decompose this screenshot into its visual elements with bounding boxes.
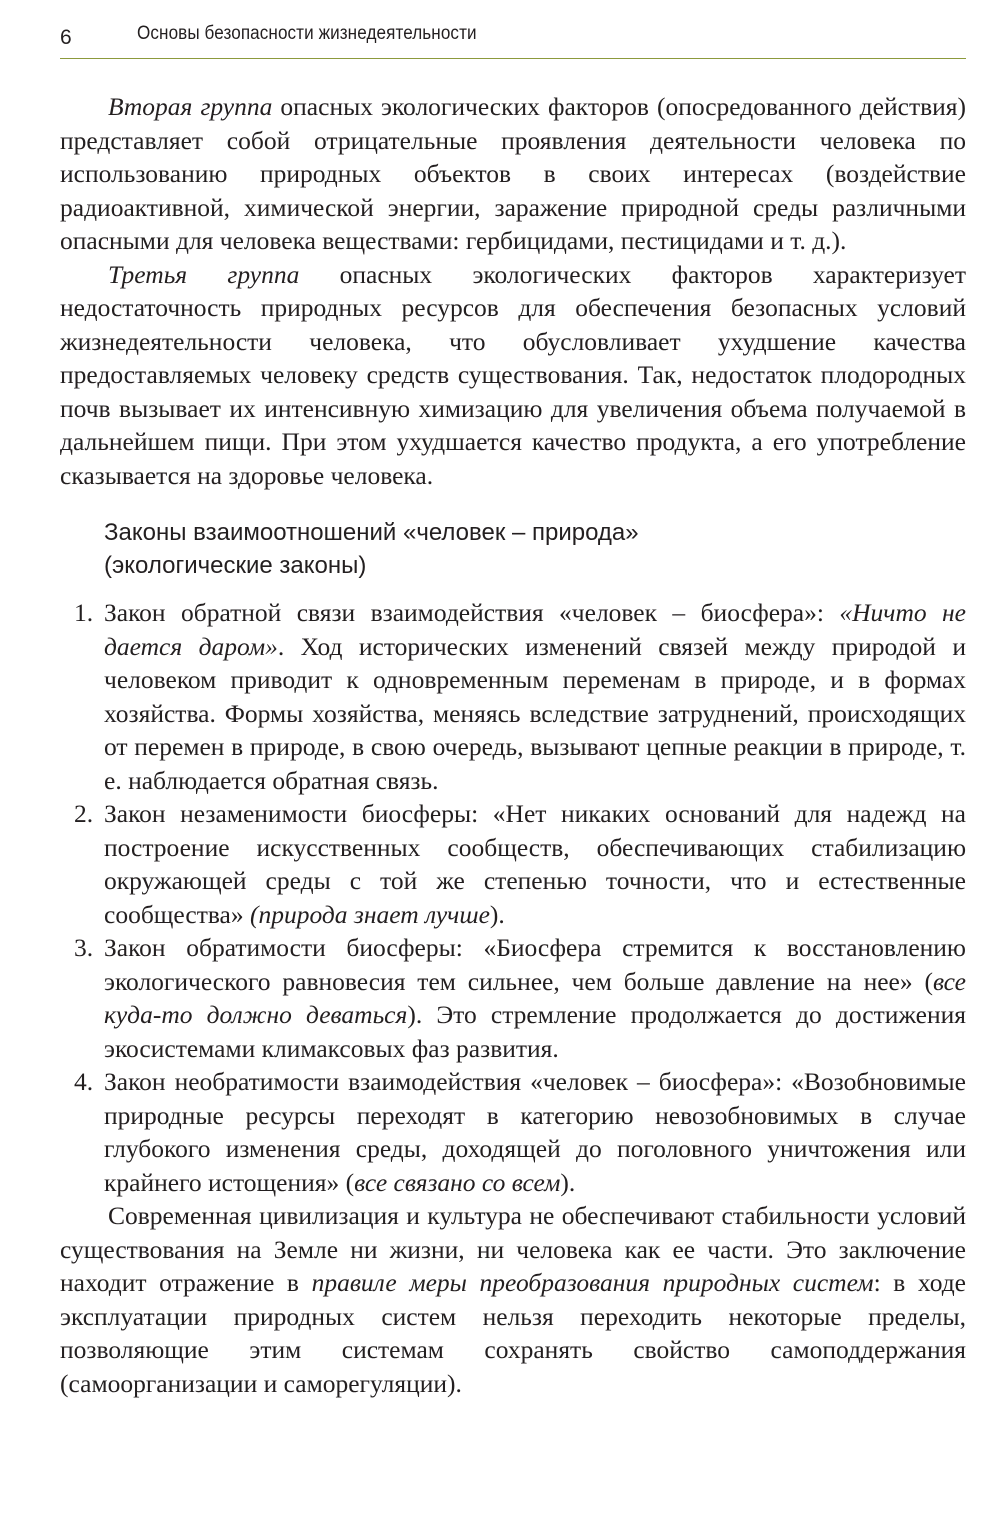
list-item-number: 1.	[74, 598, 94, 627]
list-item-italic: «Ничто не дается даром»	[104, 598, 966, 661]
running-title: Основы безопасности жизнедеятельности	[137, 23, 477, 44]
laws-list	[60, 596, 966, 1199]
paragraph-text: опасных экологических факторов характеризует недостаточность природных ресурсов для обеспечения безопасных условий жизнедеятельности человека, что обусловливает ухудшение качества предоставляемых человеку средств существования. Так, недостаток плодородных почв вызывает их интенсивную химизацию для увеличения объема получаемой в дальнейшем пищи. При этом ухудшается качество продукта, а его употребление сказывается на здоровье человека.	[60, 259, 967, 490]
list-item	[60, 596, 966, 797]
paragraph-third-group	[60, 258, 966, 493]
page-body	[60, 90, 966, 1400]
list-item-text: ).	[489, 899, 505, 929]
page-number: 6	[60, 26, 72, 49]
list-item-number: 4.	[74, 1067, 94, 1096]
list-item-text: Закон обратной связи взаимодействия «человек – биосфера»:	[104, 598, 840, 627]
section-heading	[104, 516, 966, 582]
paragraph-text: опасных экологических факторов (опосредованного действия) представляет собой отрицательные проявления деятельности человека по использованию природных объектов в своих интересах (воздействие радиоактивной, химической энергии, заражение природной среды различными опасными для человека веществами: гербицидами, пестицидами и т. д.).	[60, 92, 966, 255]
list-item-text: ). Это стремление продолжается до достижения экосистемами климаксовых фаз развития.	[104, 1000, 966, 1063]
list-item-italic: все связано со всем	[354, 1167, 561, 1197]
list-item	[60, 797, 966, 931]
list-item-text: Закон незаменимости биосферы: «Нет никаких оснований для надежд на построение искусственных сообществ, обеспечивающих стабилизацию окружающей среды с той же степенью точности, что и естественные сообщества»	[104, 799, 966, 929]
paragraph-second-group	[60, 90, 966, 258]
paragraph-italic-rule: правиле меры преобразования природных систем	[311, 1268, 874, 1297]
paragraph-closing	[60, 1199, 966, 1400]
paragraph-text: Современная цивилизация и культура не обеспечивают стабильности условий существования на Земле ни жизни, ни человека как ее части. Это заключение находит отражение в	[60, 1201, 966, 1297]
list-item-text: . Ход исторических изменений связей между природой и человеком приводит к одновременным переменам в природе, и в формах хозяйства. Формы хозяйства, меняясь вследствие затруднений, происходящих от перемен в природе, в свою очередь, вызывают цепные реакции в природе, т. е. наблюдается обратная связь.	[104, 631, 966, 795]
page-header	[60, 18, 966, 59]
list-item-number: 2.	[74, 799, 94, 828]
list-item-italic: (природа знает лучше	[250, 899, 490, 929]
paragraph-text: : в ходе эксплуатации природных систем нельзя переходить некоторые пределы, позволяющие этим системам сохранять свойство самоподдержания (самоорганизации и саморегуляции).	[60, 1268, 966, 1398]
list-item	[60, 931, 966, 1065]
list-item-text: ).	[560, 1167, 576, 1197]
paragraph-lead-italic: Вторая группа	[108, 92, 273, 121]
list-item-text: Закон необратимости взаимодействия «человек – биосфера»: «Возобновимые природные ресурсы переходят в категорию невозобновимых в случае глубокого изменения среды, доходящей до поголовного уничтожения или крайнего истощения» (	[104, 1067, 966, 1197]
list-item	[60, 1065, 966, 1199]
list-item-number: 3.	[74, 933, 94, 962]
section-heading-line2: (экологические законы)	[104, 552, 367, 579]
paragraph-lead-italic: Третья группа	[108, 259, 300, 289]
list-item-text: Закон обратимости биосферы: «Биосфера стремится к восстановлению экологического равновесия тем сильнее, чем больше давление на нее» (	[104, 933, 966, 996]
list-item-italic: все куда-то должно деваться	[104, 966, 966, 1029]
section-heading-line1: Законы взаимоотношений «человек – природа»	[104, 519, 639, 546]
